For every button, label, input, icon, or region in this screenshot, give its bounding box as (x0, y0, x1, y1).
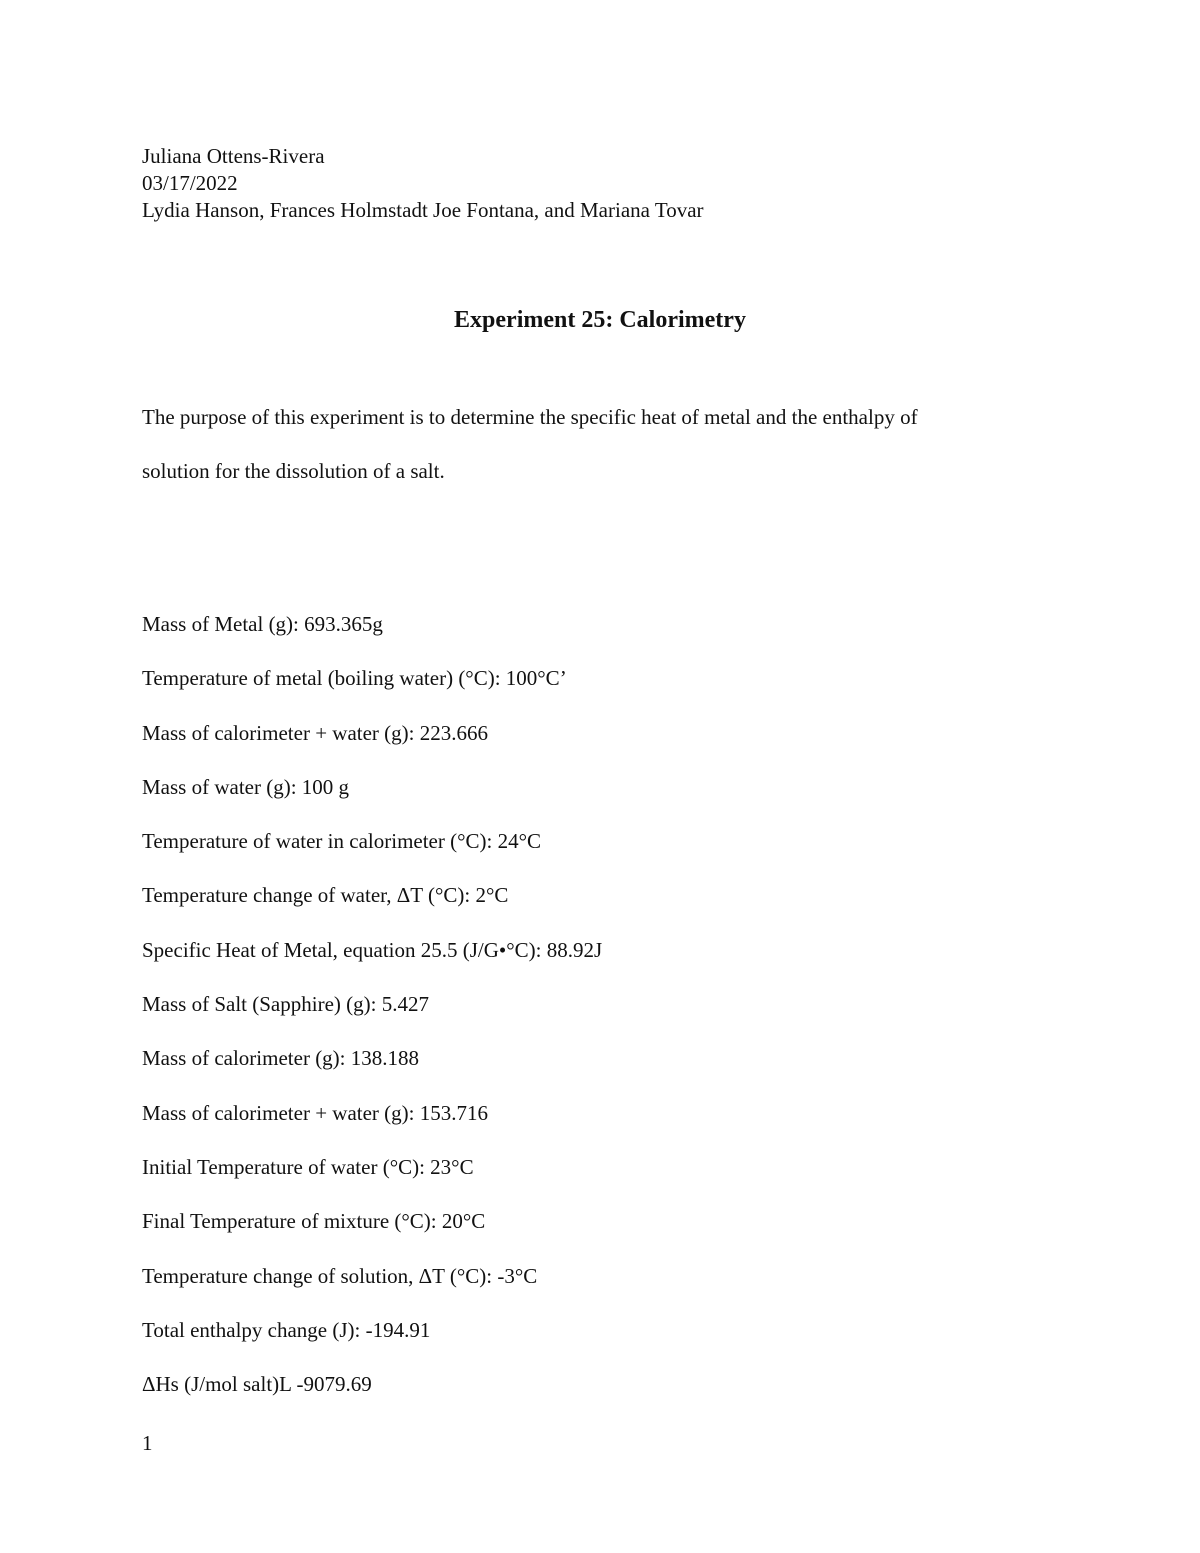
measurement-item: Initial Temperature of water (°C): 23°C (142, 1154, 474, 1179)
report-date: 03/17/2022 (142, 171, 238, 195)
measurement-item: Temperature of water in calorimeter (°C): 24°C (142, 829, 541, 854)
measurement-item: Mass of calorimeter + water (g): 153.716 (142, 1100, 488, 1125)
page-number: 1 (142, 1431, 153, 1455)
document-header (142, 143, 704, 224)
author-name: Juliana Ottens-Rivera (142, 144, 325, 168)
measurement-item: ΔHs (J/mol salt)L -9079.69 (142, 1372, 372, 1397)
measurement-item: Mass of calorimeter (g): 138.188 (142, 1046, 420, 1071)
lab-partners: Lydia Hanson, Frances Holmstadt Joe Fontana, and Mariana Tovar (142, 198, 704, 222)
measurement-item: Total enthalpy change (J): -194.91 (142, 1317, 431, 1342)
measurement-item: Mass of Salt (Sapphire) (g): 5.427 (142, 992, 429, 1017)
purpose-line: The purpose of this experiment is to determine the specific heat of metal and the enthalpy of (142, 405, 918, 429)
measurement-item: Final Temperature of mixture (°C): 20°C (142, 1209, 486, 1234)
document-title: Experiment 25: Calorimetry (454, 307, 746, 333)
measurement-item: Mass of Metal (g): 693.365g (142, 612, 383, 636)
measurement-item: Temperature change of solution, ΔT (°C): -3°C (142, 1263, 538, 1288)
measurement-item: Mass of water (g): 100 g (142, 774, 350, 799)
measurement-item: Temperature of metal (boiling water) (°C): 100°C’ (142, 666, 567, 691)
measurement-list (142, 608, 1042, 1422)
measurement-item: Mass of calorimeter + water (g): 223.666 (142, 720, 488, 745)
purpose-paragraph (142, 390, 1042, 498)
purpose-line: solution for the dissolution of a salt. (142, 459, 445, 483)
measurement-item: Temperature change of water, ΔT (°C): 2°C (142, 883, 509, 908)
measurement-item: Specific Heat of Metal, equation 25.5 (J/G•°C): 88.92J (142, 937, 603, 962)
